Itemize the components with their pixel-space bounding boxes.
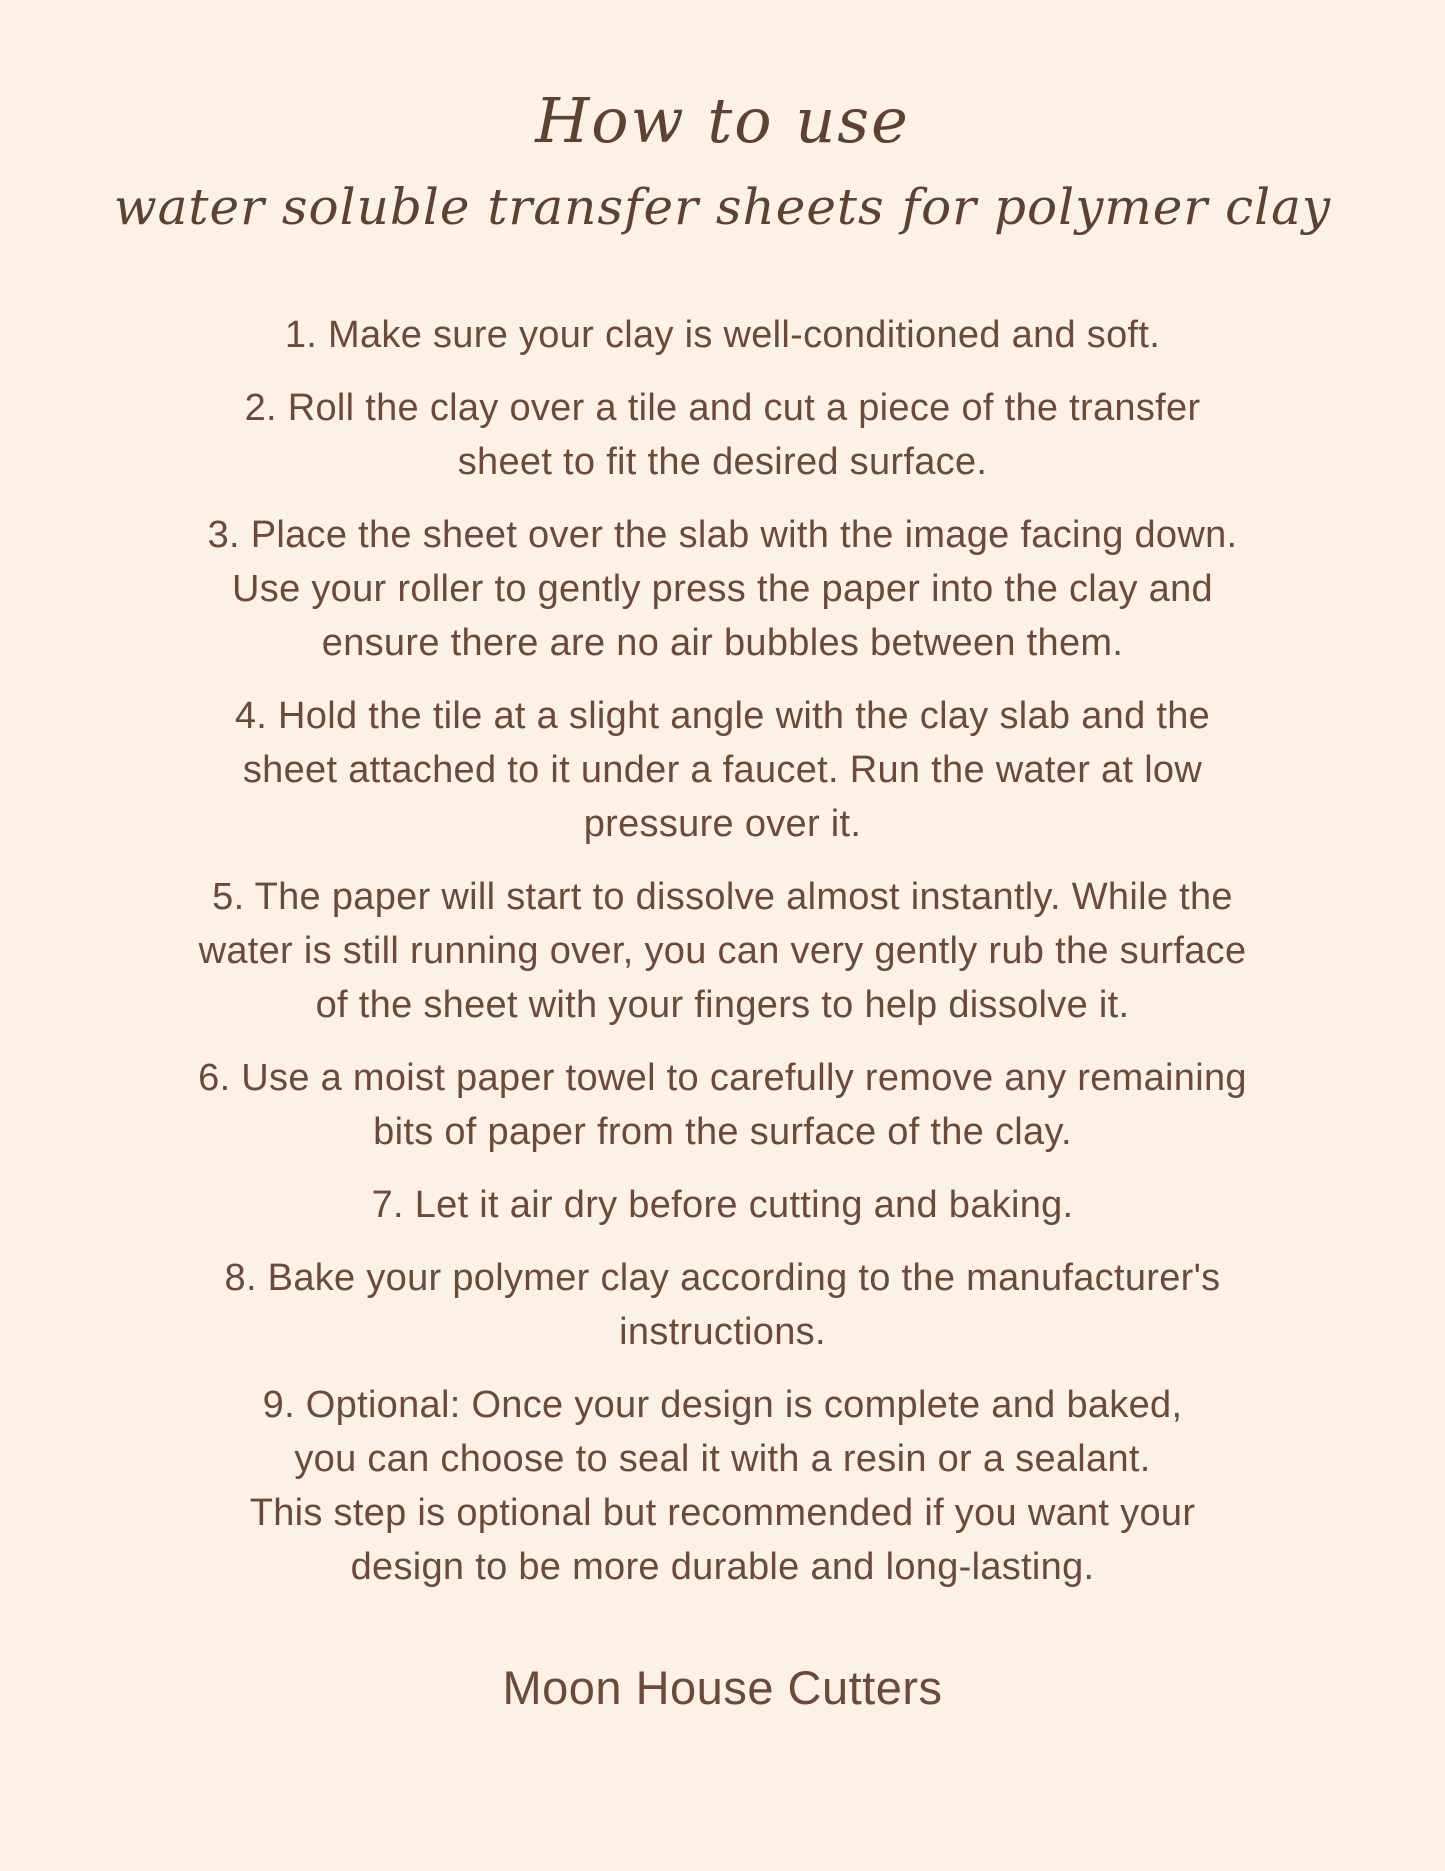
step-3-line-3: ensure there are no air bubbles between them. [321,622,1124,664]
step-7 [93,1178,1353,1232]
step-4-line-3: pressure over it. [583,803,862,845]
content-column [93,0,1353,1718]
step-4 [93,689,1353,851]
step-8 [93,1251,1353,1359]
brand-name: Moon House Cutters [502,1661,943,1714]
step-9 [93,1378,1353,1594]
title-line-2: water soluble transfer sheets for polymer clay [113,178,1332,236]
step-6-line-2: bits of paper from the surface of the clay. [373,1111,1072,1153]
step-6 [93,1051,1353,1159]
step-9-line-3: This step is optional but recommended if you want your [249,1492,1196,1534]
step-1-line-1: 1. Make sure your clay is well-conditioned and soft. [284,314,1161,356]
step-9-line-2: you can choose to seal it with a resin or a sealant. [294,1438,1151,1480]
step-2-line-1: 2. Roll the clay over a tile and cut a piece of the transfer [244,387,1201,429]
title-line-1: How to use [535,84,910,157]
step-3-line-1: 3. Place the sheet over the slab with the image facing down. [207,514,1238,556]
step-6-line-1: 6. Use a moist paper towel to carefully remove any remaining [198,1057,1247,1099]
step-3 [93,508,1353,670]
step-5-line-3: of the sheet with your fingers to help dissolve it. [315,984,1130,1026]
step-8-line-2: instructions. [619,1311,826,1353]
steps-list [93,308,1353,1594]
step-3-line-2: Use your roller to gently press the paper into the clay and [232,568,1213,610]
step-2 [93,381,1353,489]
step-5 [93,870,1353,1032]
step-5-line-2: water is still running over, you can very gently rub the surface [198,930,1247,972]
step-1 [93,308,1353,362]
step-9-line-1: 9. Optional: Once your design is complete and baked, [262,1384,1183,1426]
step-5-line-1: 5. The paper will start to dissolve almost instantly. While the [212,876,1233,918]
step-9-line-4: design to be more durable and long-lasting. [350,1546,1095,1588]
step-4-line-1: 4. Hold the tile at a slight angle with the clay slab and the [234,695,1211,737]
step-2-line-2: sheet to fit the desired surface. [457,441,988,483]
page-title [93,0,1353,250]
step-8-line-1: 8. Bake your polymer clay according to the manufacturer's [224,1257,1221,1299]
step-4-line-2: sheet attached to it under a faucet. Run the water at low [242,749,1203,791]
step-7-line-1: 7. Let it air dry before cutting and baking. [371,1184,1074,1226]
